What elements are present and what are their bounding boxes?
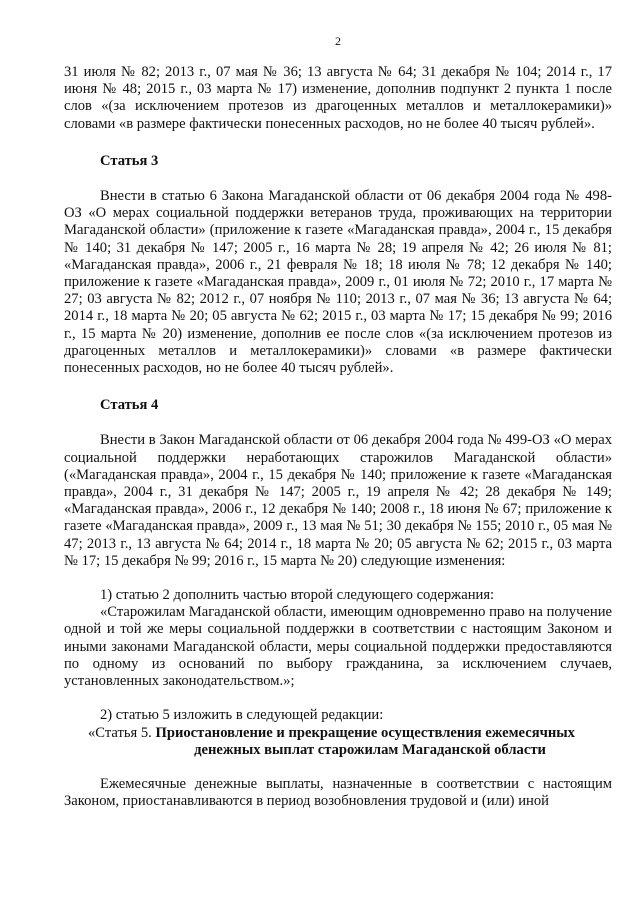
item-2-intro: 2) статью 5 изложить в следующей редакции: [100,707,384,724]
article-5-title-line2: денежных выплат старожилам Магаданской области [194,741,546,758]
article-3-heading: Статья 3 [100,152,159,169]
spacer [64,690,612,707]
item-1-quote: «Старожилам Магаданской области, имеющим одновременно право на получение одной и той же меры социальной поддержки в соответствии с настоящим Законом и иными законами Магаданской области, меры социальной поддержки предоставляются по одному из оснований по выбору гражданина, за исключением случаев, установленных законодательством.»; [64,604,612,690]
spacer [64,570,612,587]
document-page [64,34,612,810]
spacer [64,759,612,776]
page-number: 2 [335,34,341,48]
article-5-title [88,725,612,759]
article-5-title-line1: Приостановление и прекращение осуществления ежемесячных [155,724,575,741]
article-5-prefix: «Статья 5. [88,724,152,741]
continuation-paragraph: 31 июля № 82; 2013 г., 07 мая № 36; 13 августа № 64; 31 декабря № 104; 2014 г., 17 июня № 48; 2015 г., 03 марта № 17) изменение, дополнив подпункт 2 пункта 1 после слов «(за исключением протезов из драгоценных металлов и металлокерамики)» словами «в размере фактически понесенных расходов, но не более 40 тысяч рублей». [64,64,612,132]
article-4-heading: Статья 4 [100,397,159,414]
article-4-text: Внести в Закон Магаданской области от 06 декабря 2004 года № 499-ОЗ «О мерах социальной поддержки неработающих старожилов Магаданской области» («Магаданская правда», 2004 г., 15 декабря № 140; приложение к газете «Магаданская правда», 2004 г., 31 декабря № 147; 2005 г., 19 апреля № 42; 28 декабря № 149; «Магаданская правда», 2006 г., 12 декабря № 140; 2008 г., 18 июня № 67; приложение к газете «Магаданская правда», 2009 г., 13 мая № 51; 30 декабря № 155; 2010 г., 05 мая № 47; 2013 г., 13 августа № 64; 2014 г., 18 марта № 20; 05 августа № 62; 2015 г., 03 марта № 17; 15 декабря № 99; 2016 г., 15 марта № 20) следующие изменения: [64,432,612,569]
article-5-text: Ежемесячные денежные выплаты, назначенные в соответствии с настоящим Законом, приостанавливаются в период возобновления трудовой и (или) иной [64,775,612,810]
article-3-text: Внести в статью 6 Закона Магаданской области от 06 декабря 2004 года № 498-ОЗ «О мерах социальной поддержки ветеранов труда, проживающих на территории Магаданской области» (приложение к газете «Магаданская правда», 2004 г., 15 декабря № 140; 31 декабря № 147; 2005 г., 16 марта № 28; 19 апреля № 42; 26 июля № 81; «Магаданская правда», 2006 г., 21 февраля № 18; 18 июля № 78; 12 декабря № 140; приложение к газете «Магаданская правда», 2009 г., 01 июля № 72; 2010 г., 17 марта № 27; 03 августа № 82; 2012 г., 07 ноября № 110; 2013 г., 07 мая № 36; 13 августа № 64; 2014 г., 18 марта № 20; 05 августа № 62; 2015 г., 03 марта № 17; 15 декабря № 99; 2016 г., 15 марта № 20) изменение, дополнив ее после слов «(за исключением протезов из драгоценных металлов и металлокерамики)» словами «в размере фактически понесенных расходов, но не более 40 тысяч рублей». [64,188,612,377]
item-1-intro: 1) статью 2 дополнить частью второй следующего содержания: [100,587,495,604]
